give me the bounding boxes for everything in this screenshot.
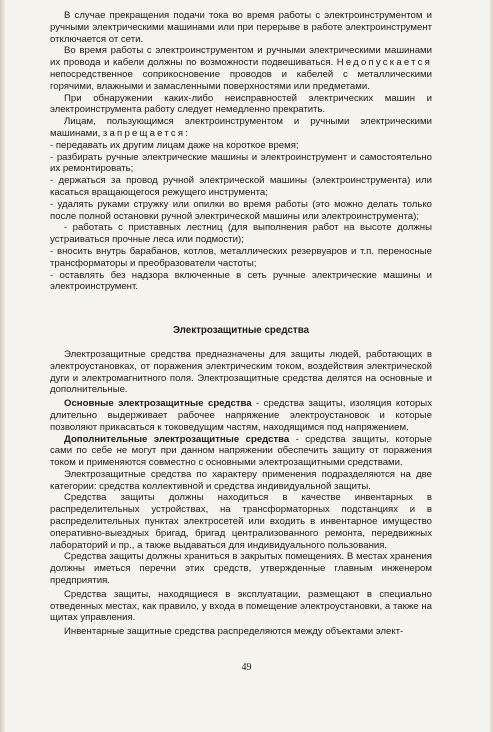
page-body bbox=[50, 10, 432, 638]
paragraph-text: Лицам, пользующимся электроинструментом и ручными электрическими машинами, bbox=[50, 116, 432, 139]
paragraph: Инвентарные защитные средства распределяются между объектами элект- bbox=[64, 626, 404, 638]
list-item: - передавать их другим лицам даже на короткое время; bbox=[50, 139, 299, 151]
page-edge-shadow bbox=[0, 0, 6, 732]
list-item: - держаться за провод ручной электрической машины (электроинструмента) или касаться вращающегося режущего инструмента; bbox=[50, 175, 432, 198]
paragraph-text: - средства защиты, которые сами по себе не могут при данном напряжении обеспечить защиту от поражения током и применяются совместно с основными электрозащитными средствами. bbox=[50, 433, 433, 469]
list-item: - разбирать ручные электрические машины и электроинструмент и самостоятельно их ремонтировать; bbox=[50, 151, 432, 175]
paragraph-text: непосредственное соприкосновение проводов и кабелей с металлическими горячими, влажными и замасленными поверхностями или предметами. bbox=[50, 68, 432, 92]
paragraph: Средства защиты, находящиеся в эксплуатации, размещают в специально отведенных местах, как правило, у входа в помещение электроустановки, а также на щитах управления. bbox=[50, 588, 432, 624]
paragraph bbox=[50, 434, 432, 469]
paragraph bbox=[50, 398, 432, 433]
paragraph: Электрозащитные средства по характеру применения подразделяются на две категории: средства коллективной и средства индивидуальной защиты. bbox=[50, 468, 432, 492]
paragraph-text: Во время работы с электроинструментом и ручными электрическими машинами их провода и кабели должны по возможности подвешиваться. bbox=[50, 45, 432, 69]
section-title: Электрозащитные средства bbox=[172, 325, 310, 337]
paragraph: Средства защиты должны находиться в качестве инвентарных в распределительных устройствах, на трансформаторных подстанциях и в распределительных пунктах электросетей или входить в инвентарное имущество оперативно-выездных бригад, бригад централизованного ремонта, передвижных лабораторий и пр., а также выдаваться для индивидуального пользования. bbox=[50, 492, 432, 551]
page-number: 49 bbox=[241, 662, 252, 673]
paragraph: В случае прекращения подачи тока во время работы с электроинструментом и ручными электрическими машинами или при перерыве в работе электроинструмент отключается от сети. bbox=[50, 10, 432, 45]
term-bold: Основные электрозащитные средства bbox=[64, 398, 252, 410]
list-item: - удалять руками стружку или опилки во время работы (это можно делать только после полной остановки ручной электрической машины или электроинструмента); bbox=[50, 198, 432, 222]
paragraph: Средства защиты должны храниться в закрытых помещениях. В местах хранения должны иметься перечни этих средств, утвержденные главным инженером предприятия. bbox=[50, 551, 432, 587]
page-edge-shadow bbox=[489, 0, 493, 732]
spaced-emphasis: Недопускается bbox=[336, 57, 432, 69]
list-item: - оставлять без надзора включенные в сеть ручные электрические машины и электроинструмент. bbox=[50, 269, 432, 293]
paragraph bbox=[50, 45, 432, 92]
term-bold: Дополнительные электрозащитные средства bbox=[64, 433, 290, 445]
paragraph: При обнаружении каких-либо неисправностей электрических машин и электроинструмента работу следует немедленно прекратить. bbox=[50, 92, 432, 116]
spaced-emphasis: запрещается: bbox=[102, 127, 191, 139]
paragraph bbox=[50, 116, 432, 140]
list-item: - вносить внутрь барабанов, котлов, металлических резервуаров и т.п. переносные трансформаторы и преобразователи частоты; bbox=[50, 245, 432, 269]
list-item: - работать с приставных лестниц (для выполнения работ на высоте должны устраиваться прочные леса или подмости); bbox=[50, 222, 432, 246]
paragraph-text: - средства защиты, изоляция которых длительно выдерживает рабочее напряжение электроустановок и которые позволяют прикасаться к токоведущим частям, находящимся под напряжением. bbox=[50, 398, 432, 433]
paragraph: Электрозащитные средства предназначены для защиты людей, работающих в электроустановках, от поражения электрическим током, воздействия электрической дуги и электромагнитного поля. Электрозащитные средства делятся на основные и дополнительные. bbox=[50, 348, 432, 396]
